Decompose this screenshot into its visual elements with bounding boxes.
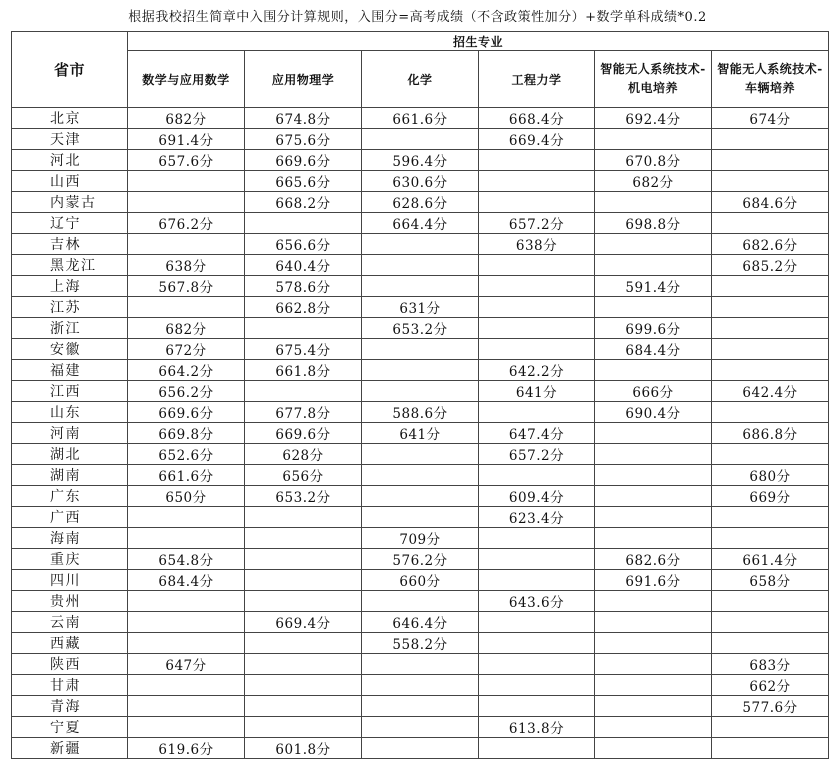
score-cell: 682分 <box>128 318 245 339</box>
score-cell: 591.4分 <box>595 276 712 297</box>
score-cell <box>128 297 245 318</box>
table-row <box>12 591 829 612</box>
score-cell <box>479 192 595 213</box>
score-cell <box>128 591 245 612</box>
score-cell <box>595 297 712 318</box>
province-cell: 安徽 <box>12 339 128 360</box>
province-cell: 四川 <box>12 570 128 591</box>
province-cell: 河北 <box>12 150 128 171</box>
score-cell <box>362 717 479 738</box>
province-cell: 辽宁 <box>12 213 128 234</box>
score-cell: 642.2分 <box>479 360 595 381</box>
score-cell <box>712 318 829 339</box>
score-cell: 577.6分 <box>712 696 829 717</box>
score-cell <box>595 528 712 549</box>
score-cell: 630.6分 <box>362 171 479 192</box>
score-cell: 641分 <box>479 381 595 402</box>
province-cell: 海南 <box>12 528 128 549</box>
score-cell <box>595 591 712 612</box>
score-cell <box>595 738 712 759</box>
province-cell: 内蒙古 <box>12 192 128 213</box>
score-cell: 669.6分 <box>245 423 362 444</box>
province-cell: 山东 <box>12 402 128 423</box>
score-cell <box>128 507 245 528</box>
score-cell <box>479 738 595 759</box>
province-column-header: 省市 <box>12 32 128 108</box>
score-cell: 683分 <box>712 654 829 675</box>
table-row <box>12 129 829 150</box>
score-cell: 656分 <box>245 465 362 486</box>
score-cell: 652.6分 <box>128 444 245 465</box>
major-header-unmanned-mechatronics: 智能无人系统技术-机电培养 <box>595 51 712 108</box>
score-cell <box>479 297 595 318</box>
score-cell <box>245 318 362 339</box>
major-header-math: 数学与应用数学 <box>128 51 245 108</box>
score-cell <box>712 444 829 465</box>
score-cell: 650分 <box>128 486 245 507</box>
score-cell <box>362 360 479 381</box>
score-cell <box>128 717 245 738</box>
table-row <box>12 612 829 633</box>
province-cell: 天津 <box>12 129 128 150</box>
score-cell <box>479 171 595 192</box>
score-cell <box>595 444 712 465</box>
province-cell: 新疆 <box>12 738 128 759</box>
table-row <box>12 423 829 444</box>
score-cell: 699.6分 <box>595 318 712 339</box>
province-cell: 宁夏 <box>12 717 128 738</box>
score-cell: 576.2分 <box>362 549 479 570</box>
score-cell: 643.6分 <box>479 591 595 612</box>
province-cell: 浙江 <box>12 318 128 339</box>
score-cell <box>362 675 479 696</box>
score-cell <box>362 465 479 486</box>
score-cell <box>712 528 829 549</box>
score-cell: 654.8分 <box>128 549 245 570</box>
province-cell: 江西 <box>12 381 128 402</box>
score-cell <box>479 150 595 171</box>
score-cell: 666分 <box>595 381 712 402</box>
score-cell: 661.4分 <box>712 549 829 570</box>
score-cell: 698.8分 <box>595 213 712 234</box>
score-cell <box>479 570 595 591</box>
table-row <box>12 549 829 570</box>
score-cell <box>245 213 362 234</box>
score-cell <box>595 654 712 675</box>
score-cell <box>362 591 479 612</box>
score-cell <box>245 528 362 549</box>
province-cell: 广西 <box>12 507 128 528</box>
score-cell: 642.4分 <box>712 381 829 402</box>
score-cell <box>595 612 712 633</box>
table-row <box>12 213 829 234</box>
score-cell: 669.4分 <box>479 129 595 150</box>
table-row <box>12 444 829 465</box>
score-cell <box>595 423 712 444</box>
score-cell <box>479 339 595 360</box>
score-cell <box>595 465 712 486</box>
score-cell: 682分 <box>128 108 245 129</box>
score-cell <box>712 612 829 633</box>
table-row <box>12 150 829 171</box>
province-cell: 青海 <box>12 696 128 717</box>
majors-group-header: 招生专业 <box>128 32 829 51</box>
province-cell: 福建 <box>12 360 128 381</box>
score-cell <box>128 171 245 192</box>
score-cell: 619.6分 <box>128 738 245 759</box>
score-cell: 690.4分 <box>595 402 712 423</box>
score-cell <box>712 276 829 297</box>
score-cell <box>479 654 595 675</box>
score-cell <box>712 360 829 381</box>
score-cell <box>128 633 245 654</box>
score-cell: 638分 <box>128 255 245 276</box>
score-cell <box>595 129 712 150</box>
score-cell <box>479 402 595 423</box>
table-row <box>12 297 829 318</box>
score-table-body <box>12 108 829 759</box>
score-cell: 558.2分 <box>362 633 479 654</box>
score-cell: 692.4分 <box>595 108 712 129</box>
score-cell: 691.6分 <box>595 570 712 591</box>
score-cell <box>362 276 479 297</box>
province-cell: 广东 <box>12 486 128 507</box>
major-header-unmanned-vehicle: 智能无人系统技术-车辆培养 <box>712 51 829 108</box>
score-cell <box>128 612 245 633</box>
score-cell: 691.4分 <box>128 129 245 150</box>
score-cell <box>479 255 595 276</box>
score-cell: 668.2分 <box>245 192 362 213</box>
score-cell <box>362 255 479 276</box>
province-cell: 江苏 <box>12 297 128 318</box>
score-cell <box>712 339 829 360</box>
score-cell: 665.6分 <box>245 171 362 192</box>
score-cell <box>595 255 712 276</box>
score-cell <box>245 381 362 402</box>
province-cell: 贵州 <box>12 591 128 612</box>
table-row <box>12 696 829 717</box>
score-cell: 684.6分 <box>712 192 829 213</box>
score-cell: 613.8分 <box>479 717 595 738</box>
score-cell: 623.4分 <box>479 507 595 528</box>
score-cell <box>128 234 245 255</box>
score-cell <box>479 549 595 570</box>
province-cell: 湖北 <box>12 444 128 465</box>
score-cell: 662分 <box>712 675 829 696</box>
score-cell: 646.4分 <box>362 612 479 633</box>
province-cell: 甘肃 <box>12 675 128 696</box>
score-cell <box>245 696 362 717</box>
table-row <box>12 465 829 486</box>
score-cell: 628分 <box>245 444 362 465</box>
score-cell: 664.2分 <box>128 360 245 381</box>
score-cell: 653.2分 <box>245 486 362 507</box>
score-cell: 656.6分 <box>245 234 362 255</box>
province-cell: 黑龙江 <box>12 255 128 276</box>
score-cell: 664.4分 <box>362 213 479 234</box>
score-cell <box>245 717 362 738</box>
score-cell: 684.4分 <box>595 339 712 360</box>
score-cell <box>479 528 595 549</box>
score-cell: 661.6分 <box>128 465 245 486</box>
score-cell <box>479 276 595 297</box>
score-cell: 661.6分 <box>362 108 479 129</box>
score-cell <box>595 717 712 738</box>
score-cell <box>128 675 245 696</box>
major-header-mechanics: 工程力学 <box>479 51 595 108</box>
province-cell: 河南 <box>12 423 128 444</box>
score-cell <box>595 486 712 507</box>
score-cell <box>479 612 595 633</box>
score-cell <box>595 633 712 654</box>
table-row <box>12 360 829 381</box>
score-cell: 638分 <box>479 234 595 255</box>
score-cell <box>362 129 479 150</box>
score-cell: 675.4分 <box>245 339 362 360</box>
score-cell: 567.8分 <box>128 276 245 297</box>
score-cell <box>479 318 595 339</box>
score-cell <box>128 192 245 213</box>
score-cell: 660分 <box>362 570 479 591</box>
score-cell <box>362 654 479 675</box>
province-cell: 吉林 <box>12 234 128 255</box>
major-header-chemistry: 化学 <box>362 51 479 108</box>
score-cell: 628.6分 <box>362 192 479 213</box>
score-cell: 677.8分 <box>245 402 362 423</box>
province-cell: 北京 <box>12 108 128 129</box>
score-cell <box>595 192 712 213</box>
score-cell <box>362 339 479 360</box>
table-row <box>12 654 829 675</box>
table-row <box>12 318 829 339</box>
score-cell <box>362 381 479 402</box>
score-cell: 669.6分 <box>245 150 362 171</box>
score-cell <box>128 528 245 549</box>
score-cell: 668.4分 <box>479 108 595 129</box>
score-cell: 684.4分 <box>128 570 245 591</box>
province-cell: 西藏 <box>12 633 128 654</box>
score-cell <box>479 465 595 486</box>
score-cell <box>712 591 829 612</box>
score-cell <box>362 696 479 717</box>
score-cell: 601.8分 <box>245 738 362 759</box>
score-cell <box>595 234 712 255</box>
table-row <box>12 255 829 276</box>
score-cell: 662.8分 <box>245 297 362 318</box>
table-row <box>12 738 829 759</box>
admission-score-table <box>11 31 829 759</box>
score-cell: 682.6分 <box>595 549 712 570</box>
score-cell <box>245 549 362 570</box>
score-cell: 657.6分 <box>128 150 245 171</box>
table-row <box>12 276 829 297</box>
score-cell <box>362 486 479 507</box>
score-cell <box>245 591 362 612</box>
score-cell <box>362 234 479 255</box>
score-cell: 709分 <box>362 528 479 549</box>
table-row <box>12 570 829 591</box>
table-row <box>12 633 829 654</box>
score-cell: 631分 <box>362 297 479 318</box>
score-cell: 578.6分 <box>245 276 362 297</box>
score-cell <box>595 696 712 717</box>
table-row <box>12 675 829 696</box>
score-cell <box>712 171 829 192</box>
score-cell: 685.2分 <box>712 255 829 276</box>
score-cell: 669.4分 <box>245 612 362 633</box>
score-cell: 674分 <box>712 108 829 129</box>
score-cell: 640.4分 <box>245 255 362 276</box>
score-cell: 657.2分 <box>479 444 595 465</box>
score-cell: 669.6分 <box>128 402 245 423</box>
score-cell <box>712 633 829 654</box>
score-cell <box>245 675 362 696</box>
province-cell: 云南 <box>12 612 128 633</box>
score-cell: 656.2分 <box>128 381 245 402</box>
score-cell <box>712 717 829 738</box>
table-row <box>12 381 829 402</box>
score-cell <box>712 213 829 234</box>
score-cell: 680分 <box>712 465 829 486</box>
province-cell: 湖南 <box>12 465 128 486</box>
table-row <box>12 507 829 528</box>
table-row <box>12 171 829 192</box>
score-cell: 669.8分 <box>128 423 245 444</box>
score-cell <box>479 675 595 696</box>
score-cell: 672分 <box>128 339 245 360</box>
score-cell <box>479 633 595 654</box>
score-cell: 675.6分 <box>245 129 362 150</box>
province-cell: 重庆 <box>12 549 128 570</box>
score-cell <box>245 654 362 675</box>
score-cell <box>245 507 362 528</box>
table-row <box>12 108 829 129</box>
score-cell: 674.8分 <box>245 108 362 129</box>
table-row <box>12 234 829 255</box>
score-cell: 686.8分 <box>712 423 829 444</box>
score-cell <box>712 402 829 423</box>
score-cell: 669分 <box>712 486 829 507</box>
province-cell: 陕西 <box>12 654 128 675</box>
score-cell: 588.6分 <box>362 402 479 423</box>
table-row <box>12 339 829 360</box>
score-cell <box>128 696 245 717</box>
score-cell <box>712 297 829 318</box>
score-rule-note: 根据我校招生简章中入围分计算规则，入围分=高考成绩（不含政策性加分）+数学单科成绩*0.2 <box>128 10 707 25</box>
score-cell: 676.2分 <box>128 213 245 234</box>
score-cell: 653.2分 <box>362 318 479 339</box>
score-cell: 682分 <box>595 171 712 192</box>
score-cell <box>712 507 829 528</box>
score-cell <box>595 360 712 381</box>
table-row <box>12 192 829 213</box>
score-cell <box>362 738 479 759</box>
score-cell: 661.8分 <box>245 360 362 381</box>
score-cell: 596.4分 <box>362 150 479 171</box>
score-cell <box>479 696 595 717</box>
score-cell <box>245 570 362 591</box>
table-row <box>12 717 829 738</box>
table-row <box>12 528 829 549</box>
province-cell: 山西 <box>12 171 128 192</box>
score-cell: 658分 <box>712 570 829 591</box>
score-cell: 647.4分 <box>479 423 595 444</box>
score-cell <box>595 675 712 696</box>
score-cell: 609.4分 <box>479 486 595 507</box>
score-cell: 641分 <box>362 423 479 444</box>
score-cell <box>712 738 829 759</box>
score-cell: 647分 <box>128 654 245 675</box>
score-cell: 670.8分 <box>595 150 712 171</box>
score-cell <box>595 507 712 528</box>
score-cell <box>712 150 829 171</box>
score-cell <box>362 507 479 528</box>
score-cell: 657.2分 <box>479 213 595 234</box>
table-row <box>12 402 829 423</box>
score-cell <box>712 129 829 150</box>
score-cell <box>245 633 362 654</box>
table-row <box>12 486 829 507</box>
score-cell <box>362 444 479 465</box>
province-cell: 上海 <box>12 276 128 297</box>
major-header-physics: 应用物理学 <box>245 51 362 108</box>
score-cell: 682.6分 <box>712 234 829 255</box>
